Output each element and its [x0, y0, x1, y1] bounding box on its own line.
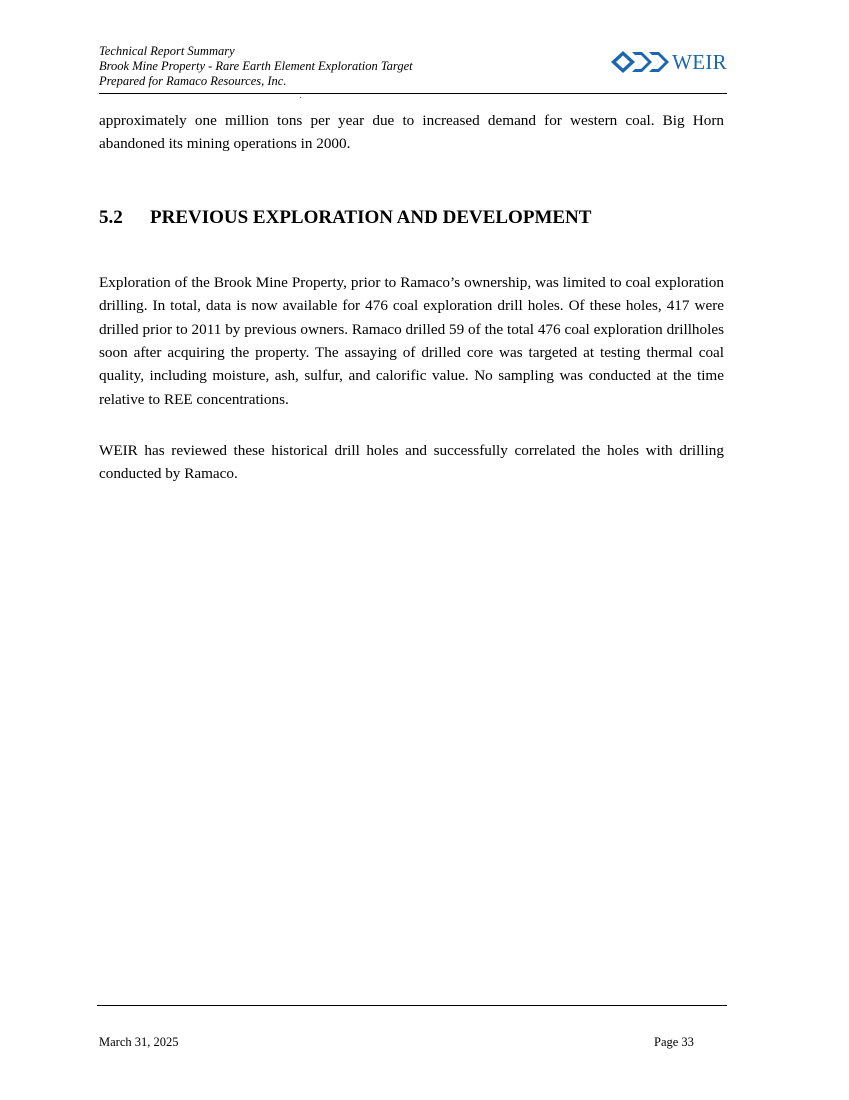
weir-logo — [611, 50, 727, 74]
section-number: 5.2 — [99, 207, 123, 228]
logo-wordmark: WEIR — [672, 50, 727, 74]
section-title: PREVIOUS EXPLORATION AND DEVELOPMENT — [150, 207, 592, 228]
page-number: Page 33 — [654, 1035, 694, 1049]
header-divider — [99, 93, 727, 94]
header-report-type: Technical Report Summary — [99, 44, 235, 58]
page-header — [99, 44, 727, 94]
intro-paragraph — [99, 109, 724, 156]
footer-date: March 31, 2025 — [99, 1035, 179, 1049]
header-prepared-for: Prepared for Ramaco Resources, Inc. — [99, 74, 287, 88]
exploration-paragraph — [99, 256, 724, 426]
header-report-title: Brook Mine Property - Rare Earth Element Exploration Target — [99, 59, 413, 73]
paragraph-text: WEIR has reviewed these historical drill holes and successfully correlated the holes with drilling conducted by Ramaco. — [99, 442, 724, 483]
section-heading — [99, 206, 591, 230]
diamond-chevrons-icon — [611, 50, 671, 74]
stray-mark — [300, 97, 301, 98]
footer-divider — [97, 1005, 727, 1006]
review-paragraph — [99, 424, 724, 501]
header-text — [99, 44, 413, 89]
paragraph-text: Exploration of the Brook Mine Property, prior to Ramaco’s ownership, was limited to coal exploration drilling. In total, data is now available for 476 coal exploration drill holes. Of these holes, 417 were drilled prior to 2011 by previous owners. Ramaco drilled 59 of the total 476 coal exploration drillholes soon after acquiring the property. The assaying of drilled core was targeted at testing thermal coal quality, including moisture, ash, sulfur, and calorific value. No sampling was conducted at the time relative to REE concentrations. — [99, 274, 724, 408]
intro-text: approximately one million tons per year due to increased demand for western coal. Big Horn abandoned its mining operations in 2000. — [99, 112, 724, 153]
